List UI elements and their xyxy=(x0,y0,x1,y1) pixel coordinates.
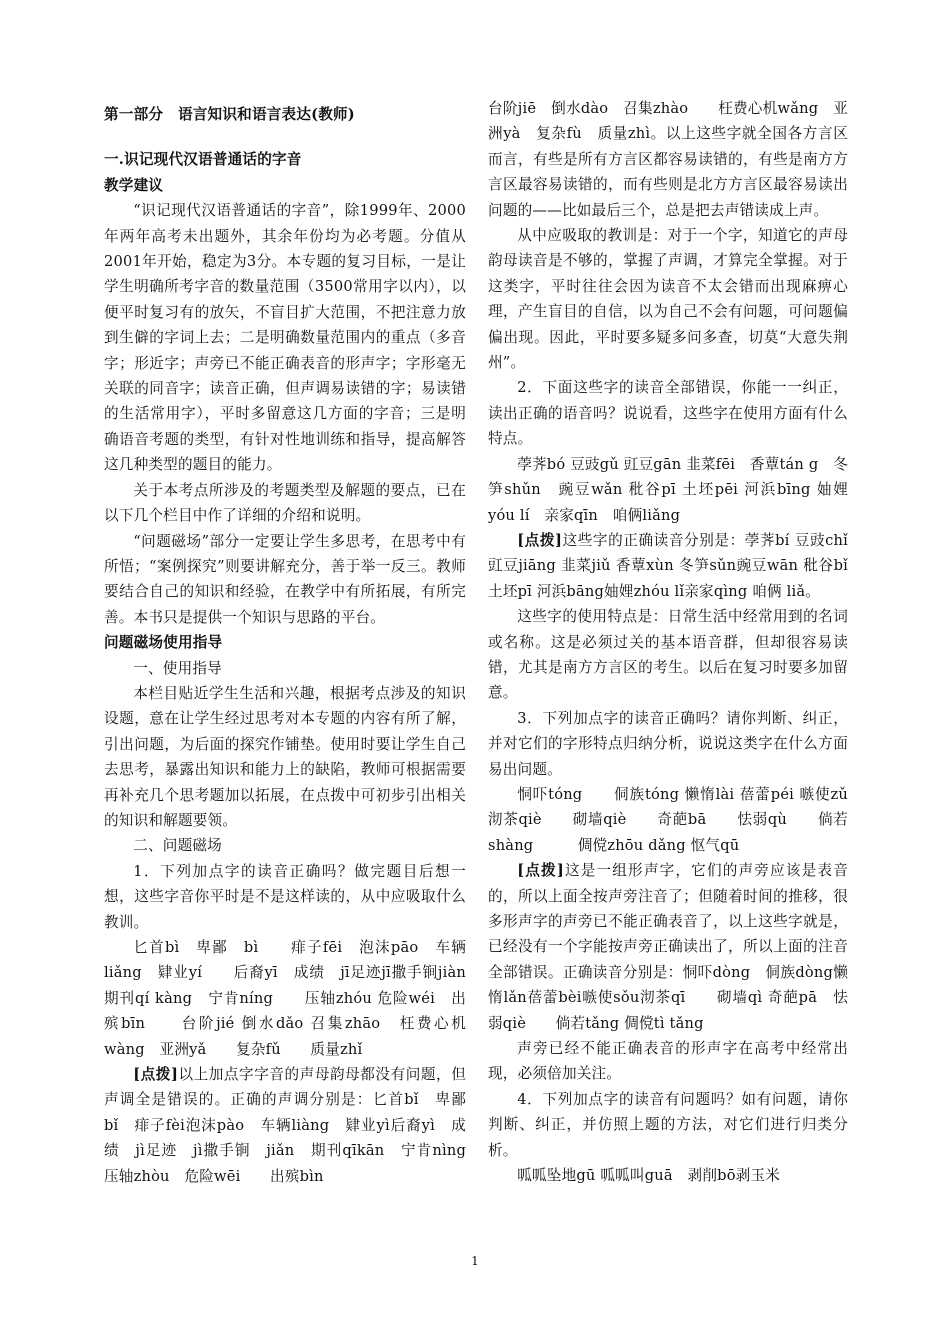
paragraph: “问题磁场”部分一定要让学生多思考，在思考中有所悟；“案例探究”则要讲解充分，善于举一反三。教师要结合自己的知识和经验，在教学中有所拓展，有所完善。本书只是提供一个知识与思路的平台。 xyxy=(104,532,466,626)
paragraph: “识记现代汉语普通话的字音”，除1999年、2000年两年高考未出题外，其余年份均为必考题。分值从2001年开始，稳定为3分。本专题的复习目标，一是让学生明确所考字音的数量范围（3500常用字以内），以便平时复习有的放矢，不盲目扩大范围，不把注意力放到生僻的字词上去；二是明确数量范围内的重点（多音字；形近字；声旁已不能正确表音的形声字；字形毫无关联的同音字；读音正确，但声调易读错的字；易读错的生活常用字），平时多留意这几方面的字音；三是明确语音考题的类型，有针对性地训练和指导，提高解答这几种类型的题目的能力。 xyxy=(104,202,466,474)
question-items: 匕首bì 卑鄙 bì 痱子fēi 泡沫pāo 车辆liǎng 肄业yí 后裔yī 成绩 jī足迹jī撒手锏jiàn 期刊qí kàng 宁肯níng 压轴zhóu 危险wéi 出殡bīn 台阶jié 倒水dǎo 召集zhāo 枉费心机wàng 亚洲yǎ 复杂fǔ 质量zhǐ xyxy=(104,939,481,1058)
page-number: 1 xyxy=(471,1254,479,1268)
paragraph: 从中应吸取的教训是：对于一个字，知道它的声母韵母读音是不够的，掌握了声调，才算完全掌握。对于这类字，平时往往会因为读音不太会错而出现麻痹心理，产生盲目的自信，以为自己不会有问题，可问题偏偏出现。因此，平时要多疑多问多查，切莫“大意失荆州”。 xyxy=(488,227,848,372)
hint-text: 以上加点字字音的声母韵母都没有问题，但声调全是错误的。正确的声调分别是：匕首bǐ 卑鄙 bǐ 痱子fèi泡沫pào 车辆liàng 肄业yì后裔yì 成绩 jì足迹 jì撒手锏 jiǎn 期刊qīkān 宁肯nìng 压轴zhòu 危险wēi 出殡bìn xyxy=(104,1066,496,1185)
hint-label: [点拨] xyxy=(133,1066,179,1084)
question: 2．下面这些字的读音全部错误，你能一一纠正，读出正确的语音吗？说说看，这些字在使用方面有什么特点。 xyxy=(488,379,848,448)
paragraph: 本栏目贴近学生生活和兴趣，根据考点涉及的知识设题，意在让学生经过思考对本专题的内容有所了解，引出问题，为后面的探究作铺垫。使用时要让学生自己去思考，暴露出知识和能力上的缺陷，教师可根据需要再补充几个思考题加以拓展，在点拨中可初步引出相关的知识和解题要领。 xyxy=(104,684,466,829)
hint-label: [点拨] xyxy=(517,862,564,880)
question: 3．下列加点字的读音正确吗？请你判断、纠正，并对它们的字形特点归纳分析，说说这类字在什么方面易出问题。 xyxy=(488,709,848,778)
question-items: 呱呱坠地gū 呱呱叫guā 剥削bō剥玉米 xyxy=(517,1167,781,1185)
guide-title: 问题磁场使用指导 xyxy=(104,634,223,652)
question: 1．下列加点字的读音正确吗？做完题目后想一想，这些字音你平时是不是这样读的，从中应吸取什么教训。 xyxy=(104,862,466,931)
right-column xyxy=(488,96,863,1188)
hint-text: 这些字的正确读音分别是：荸荠bí 豆豉chǐ 豇豆jiāng 韭菜jiǔ 香蕈xùn 冬笋sǔn豌豆wān 秕谷bǐ土坯pī 河浜bāng妯娌zhóu lǐ亲家qìng 咱俩 liǎ。 xyxy=(488,531,863,600)
question-items: 恫吓tóng 侗族tóng 懒惰lài 蓓蕾péi 嗾使zǔ 沏茶qiè 砌墙qiè 奇葩bā 怯弱qù 倘若shàng 倜傥zhōu dǎng 怄气qū xyxy=(488,785,863,854)
hint-label: [点拨] xyxy=(517,531,563,549)
hint-paragraph xyxy=(488,528,863,604)
subheading: 一、使用指导 xyxy=(133,659,222,677)
hint-paragraph xyxy=(488,858,848,1036)
paragraph: 关于本考点所涉及的考题类型及解题的要点，已在以下几个栏目中作了详细的介绍和说明。 xyxy=(104,481,466,525)
part-title: 第一部分 语言知识和语言表达(教师) xyxy=(104,106,355,123)
hint-text: 这是一组形声字，它们的声旁应该是表音的，所以上面全按声旁注音了；但随着时间的推移，很多形声字的声旁已不能正确表音了，以上这些字就是，已经没有一个字能按声旁正确读出了，所以上面的注音全部错误。正确读音分别是：恫吓dòng 侗族dòng懒惰lǎn蓓蕾bèi嗾使sǒu沏茶qī 砌墙qì 奇葩pā 怯弱qiè 倘若tǎng 倜傥tì tǎng xyxy=(488,862,848,1032)
paragraph: 声旁已经不能正确表音的形声字在高考中经常出现，必须倍加关注。 xyxy=(488,1040,848,1083)
question-items: 荸荠bó 豆豉gǔ 豇豆gān 韭菜fēi 香蕈tán g 冬笋shǔn 豌豆wǎn 秕谷pī 土坯pēi 河浜bīng 妯娌yóu lí 亲家qīn 咱俩liǎng xyxy=(488,455,848,524)
question: 4．下列加点字的读音有问题吗？如有问题，请你判断、纠正，并仿照上题的方法，对它们进行归类分析。 xyxy=(488,1090,848,1159)
hint-paragraph xyxy=(104,1062,496,1189)
left-column xyxy=(104,96,496,1189)
paragraph: 台阶jiē 倒水dào 召集zhào 枉费心机wǎng 亚洲yà 复杂fù 质量zhì。以上这些字就全国各方言区而言，有些是所有方言区都容易读错的，有些是南方方言区最容易读错的，而有些则是北方方言区最容易读出问题的——比如最后三个，总是把去声错读成上声。 xyxy=(488,100,848,219)
section-title: 一.识记现代汉语普通话的字音 xyxy=(104,151,302,169)
subheading: 二、问题磁场 xyxy=(133,837,222,855)
teaching-title: 教学建议 xyxy=(104,176,164,194)
paragraph: 这些字的使用特点是：日常生活中经常用到的名词或名称。这是必须过关的基本语音群，但却很容易读错，尤其是南方方言区的考生。以后在复习时要多加留意。 xyxy=(488,608,848,702)
